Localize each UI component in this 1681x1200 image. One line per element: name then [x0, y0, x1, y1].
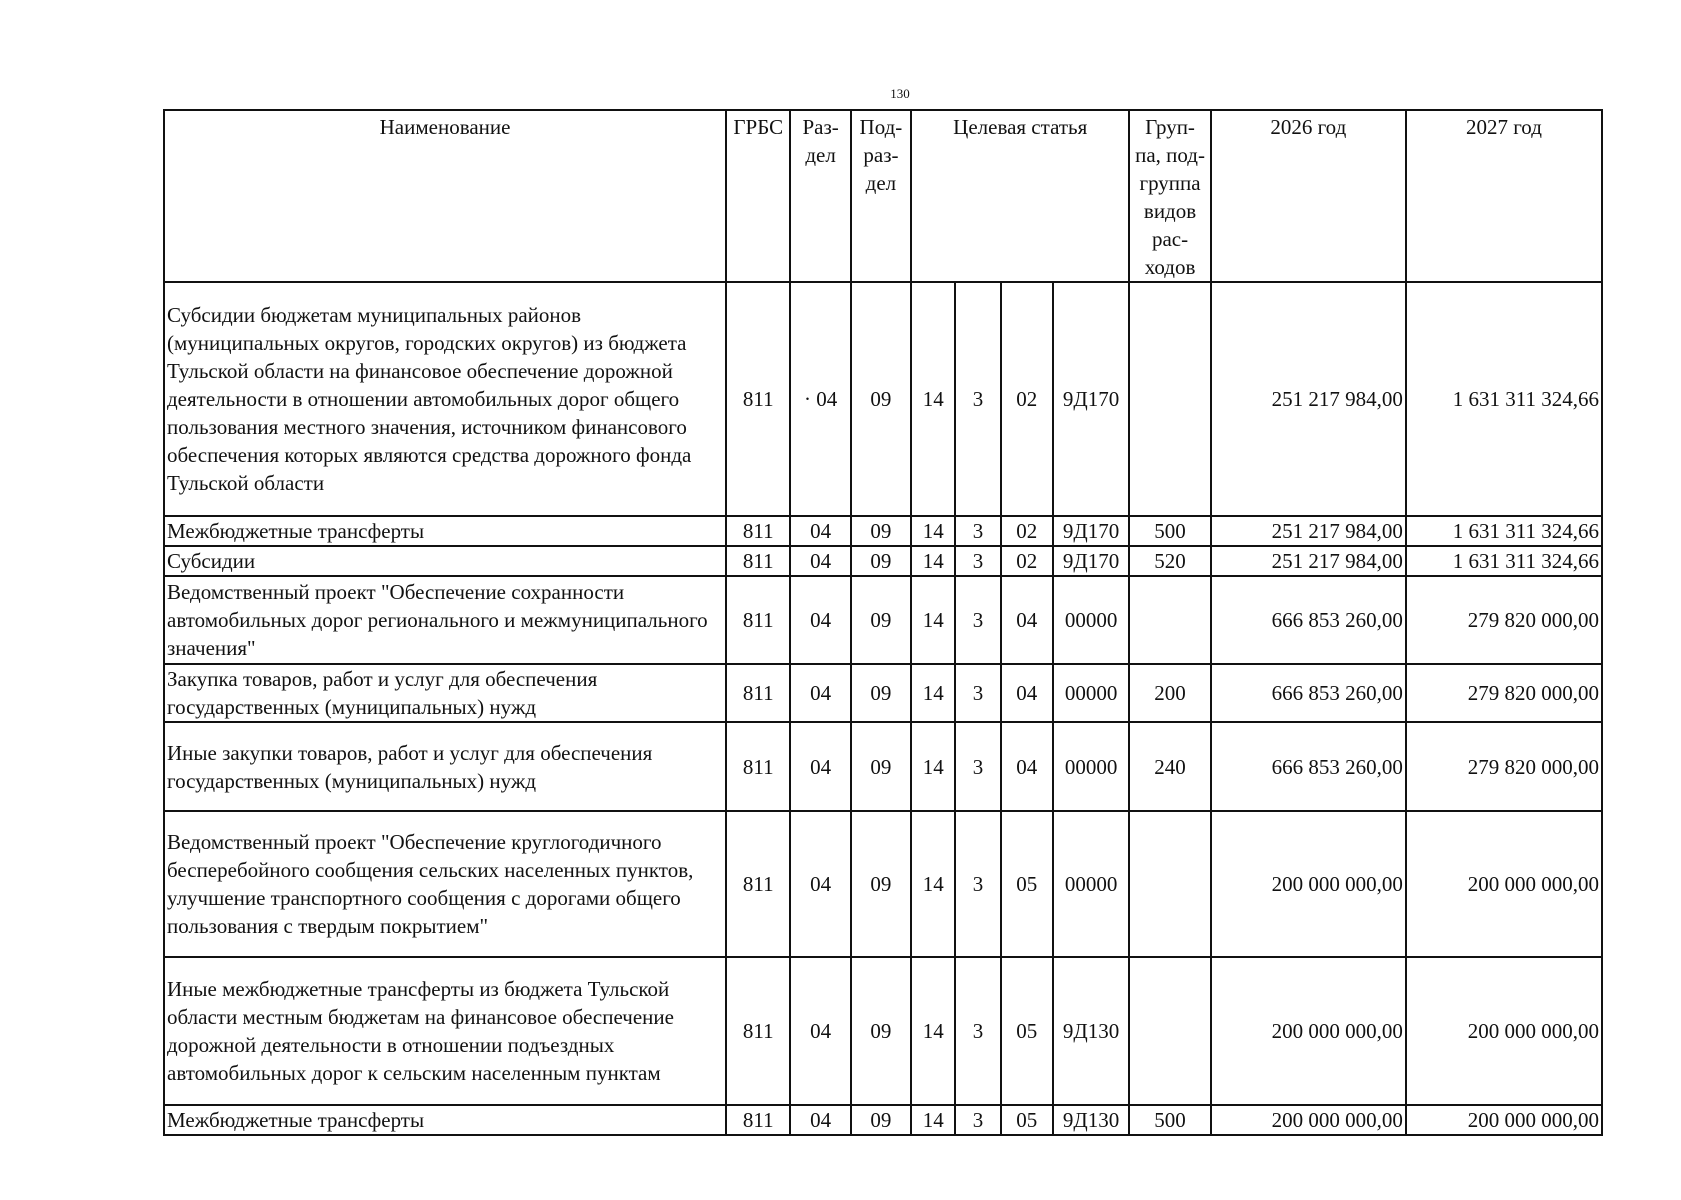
- row-target-1: 14: [911, 664, 955, 722]
- row-grbs: 811: [726, 722, 790, 811]
- table-row: [164, 576, 1602, 664]
- row-expense-group: [1129, 811, 1210, 957]
- row-2027: 279 820 000,00: [1406, 664, 1602, 722]
- header-podrazdel: Под- раз- дел: [851, 110, 911, 282]
- row-razdel: 04: [790, 576, 850, 664]
- table-row: [164, 722, 1602, 811]
- table-row: [164, 282, 1602, 516]
- row-target-1: 14: [911, 516, 955, 546]
- header-name: Наименование: [164, 110, 726, 282]
- row-target-1: 14: [911, 811, 955, 957]
- row-name: Закупка товаров, работ и услуг для обеспечения государственных (муниципальных) нужд: [164, 664, 726, 722]
- row-name: Межбюджетные трансферты: [164, 516, 726, 546]
- row-razdel: 04: [790, 664, 850, 722]
- header-expense-group: Груп- па, под- группа видов рас- ходов: [1129, 110, 1210, 282]
- row-grbs: 811: [726, 576, 790, 664]
- row-podrazdel: 09: [851, 664, 911, 722]
- row-podrazdel: 09: [851, 516, 911, 546]
- row-target-3: 02: [1001, 546, 1053, 576]
- row-2027: 200 000 000,00: [1406, 811, 1602, 957]
- row-grbs: 811: [726, 546, 790, 576]
- row-2027: 279 820 000,00: [1406, 722, 1602, 811]
- row-target-1: 14: [911, 722, 955, 811]
- row-target-2: 3: [955, 576, 1000, 664]
- row-2026: 200 000 000,00: [1211, 811, 1406, 957]
- budget-table: [163, 109, 1603, 1136]
- page-number: 130: [890, 86, 910, 101]
- row-grbs: 811: [726, 664, 790, 722]
- row-2027: 1 631 311 324,66: [1406, 282, 1602, 516]
- row-target-3: 05: [1001, 811, 1053, 957]
- row-name: Субсидии: [164, 546, 726, 576]
- row-target-3: 05: [1001, 957, 1053, 1105]
- header-target-article: Целевая статья: [911, 110, 1129, 282]
- row-target-4: 9Д130: [1053, 1105, 1129, 1135]
- table-row: [164, 811, 1602, 957]
- row-name: Ведомственный проект "Обеспечение сохранности автомобильных дорог регионального и межмуниципального значения": [164, 576, 726, 664]
- row-target-2: 3: [955, 664, 1000, 722]
- row-razdel: · 04: [790, 282, 850, 516]
- row-razdel: 04: [790, 957, 850, 1105]
- row-podrazdel: 09: [851, 1105, 911, 1135]
- row-target-3: 04: [1001, 664, 1053, 722]
- row-target-1: 14: [911, 576, 955, 664]
- row-podrazdel: 09: [851, 282, 911, 516]
- row-target-4: 9Д170: [1053, 546, 1129, 576]
- row-razdel: 04: [790, 811, 850, 957]
- row-target-4: 00000: [1053, 811, 1129, 957]
- row-2026: 200 000 000,00: [1211, 957, 1406, 1105]
- row-expense-group: 500: [1129, 1105, 1210, 1135]
- row-target-2: 3: [955, 516, 1000, 546]
- row-name: Субсидии бюджетам муниципальных районов (муниципальных округов, городских округов) из бюджета Тульской области на финансовое обеспечение дорожной деятельности в отношении автомобильных дорог общего пользования местного значения, источником финансового обеспечения которых являются средства дорожного фонда Тульской области: [164, 282, 726, 516]
- row-podrazdel: 09: [851, 546, 911, 576]
- header-2027: 2027 год: [1406, 110, 1602, 282]
- row-target-2: 3: [955, 722, 1000, 811]
- row-expense-group: [1129, 957, 1210, 1105]
- row-podrazdel: 09: [851, 576, 911, 664]
- row-name: Межбюджетные трансферты: [164, 1105, 726, 1135]
- row-razdel: 04: [790, 722, 850, 811]
- row-2026: 251 217 984,00: [1211, 516, 1406, 546]
- row-2026: 666 853 260,00: [1211, 722, 1406, 811]
- row-target-4: 9Д170: [1053, 282, 1129, 516]
- row-razdel: 04: [790, 516, 850, 546]
- row-target-1: 14: [911, 1105, 955, 1135]
- row-target-2: 3: [955, 546, 1000, 576]
- table-row: [164, 664, 1602, 722]
- row-podrazdel: 09: [851, 957, 911, 1105]
- row-target-2: 3: [955, 1105, 1000, 1135]
- row-expense-group: 200: [1129, 664, 1210, 722]
- row-target-4: 9Д130: [1053, 957, 1129, 1105]
- row-expense-group: [1129, 576, 1210, 664]
- row-2026: 666 853 260,00: [1211, 576, 1406, 664]
- table-row: [164, 1105, 1602, 1135]
- row-name: Иные межбюджетные трансферты из бюджета Тульской области местным бюджетам на финансовое обеспечение дорожной деятельности в отношении подъездных автомобильных дорог к сельским населенным пунктам: [164, 957, 726, 1105]
- row-2026: 666 853 260,00: [1211, 664, 1406, 722]
- row-razdel: 04: [790, 546, 850, 576]
- row-grbs: 811: [726, 811, 790, 957]
- header-razdel: Раз- дел: [790, 110, 850, 282]
- row-target-2: 3: [955, 957, 1000, 1105]
- row-2026: 251 217 984,00: [1211, 282, 1406, 516]
- header-grbs: ГРБС: [726, 110, 790, 282]
- row-2026: 200 000 000,00: [1211, 1105, 1406, 1135]
- row-podrazdel: 09: [851, 722, 911, 811]
- row-2027: 200 000 000,00: [1406, 957, 1602, 1105]
- row-target-4: 00000: [1053, 576, 1129, 664]
- row-2027: 1 631 311 324,66: [1406, 516, 1602, 546]
- row-2027: 279 820 000,00: [1406, 576, 1602, 664]
- table-header-row: [164, 110, 1602, 282]
- table-row: [164, 516, 1602, 546]
- row-target-3: 04: [1001, 576, 1053, 664]
- row-target-3: 02: [1001, 516, 1053, 546]
- row-target-1: 14: [911, 282, 955, 516]
- row-target-3: 04: [1001, 722, 1053, 811]
- row-target-1: 14: [911, 546, 955, 576]
- row-target-4: 9Д170: [1053, 516, 1129, 546]
- row-target-3: 02: [1001, 282, 1053, 516]
- row-name: Ведомственный проект "Обеспечение круглогодичного бесперебойного сообщения сельских населенных пунктов, улучшение транспортного сообщения с дорогами общего пользования с твердым покрытием": [164, 811, 726, 957]
- row-target-3: 05: [1001, 1105, 1053, 1135]
- row-grbs: 811: [726, 957, 790, 1105]
- row-podrazdel: 09: [851, 811, 911, 957]
- row-expense-group: 500: [1129, 516, 1210, 546]
- row-target-2: 3: [955, 282, 1000, 516]
- row-2027: 1 631 311 324,66: [1406, 546, 1602, 576]
- row-target-2: 3: [955, 811, 1000, 957]
- row-expense-group: 520: [1129, 546, 1210, 576]
- header-2026: 2026 год: [1211, 110, 1406, 282]
- row-expense-group: 240: [1129, 722, 1210, 811]
- row-grbs: 811: [726, 282, 790, 516]
- row-2027: 200 000 000,00: [1406, 1105, 1602, 1135]
- row-grbs: 811: [726, 1105, 790, 1135]
- row-razdel: 04: [790, 1105, 850, 1135]
- row-2026: 251 217 984,00: [1211, 546, 1406, 576]
- row-grbs: 811: [726, 516, 790, 546]
- row-target-1: 14: [911, 957, 955, 1105]
- table-row: [164, 546, 1602, 576]
- row-name: Иные закупки товаров, работ и услуг для обеспечения государственных (муниципальных) нужд: [164, 722, 726, 811]
- row-target-4: 00000: [1053, 664, 1129, 722]
- row-target-4: 00000: [1053, 722, 1129, 811]
- row-expense-group: [1129, 282, 1210, 516]
- table-row: [164, 957, 1602, 1105]
